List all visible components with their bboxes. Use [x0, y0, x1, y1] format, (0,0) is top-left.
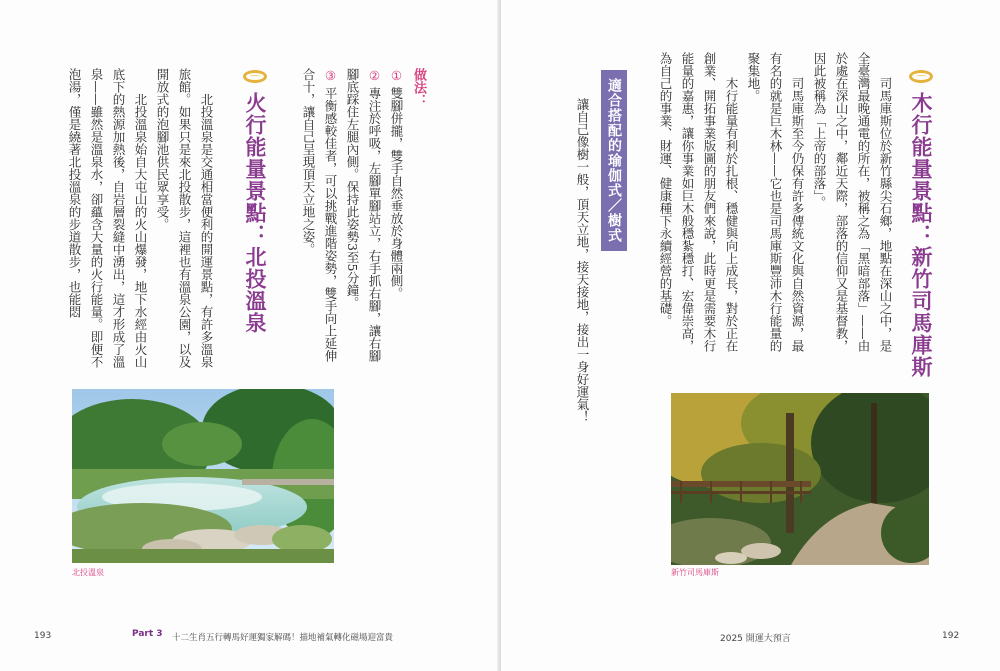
fire-section-body: [0, 68, 217, 368]
paragraph: 木行能量有利於扎根、穩健與向上成長，對於正在創業、開拓事業版圖的朋友們來說，此時更是需要木行能量的嘉惠，讓你事業如巨木般穩紮穩打、宏偉崇高，為自己的事業、財運、健康種下永續經營的基礎。: [658, 52, 739, 352]
wood-section-body: [658, 52, 896, 352]
step-1: ① 雙腳併攏，雙手自然垂放於身體兩側。: [389, 68, 404, 300]
method-title: 做法：: [411, 68, 426, 107]
step-2: ② 專注於呼吸，左腳單腳站立，右手抓右腳，讓右腳腳底踩住左腿內側。保持此姿勢3至5分鐘。: [345, 68, 382, 362]
smangus-caption: 新竹司馬庫斯: [671, 568, 719, 577]
smangus-photo: [671, 393, 929, 565]
yoga-text: 讓自己像樹一般，頂天立地，接天接地，接出一身好運氣！: [575, 98, 590, 423]
beitou-caption: 北投溫泉: [72, 568, 104, 577]
beitou-photo: [72, 389, 334, 563]
yoga-label: 適合搭配的瑜伽式／樹式: [601, 70, 627, 251]
left-page: [0, 0, 499, 671]
title-ring-icon: [909, 70, 933, 83]
title-ring-icon: [243, 70, 267, 83]
part-label: Part 3: [132, 629, 163, 639]
left-page-number: 193: [34, 631, 52, 641]
fire-section-title: 火行能量景點：北投溫泉: [243, 92, 267, 334]
right-page-number: 192: [942, 631, 960, 641]
hot-spring-image: [72, 389, 334, 563]
forest-trail-image: [671, 393, 929, 565]
paragraph: 北投溫泉是交通相當便利的開運景點，有許多溫泉旅館。如果只是來北投散步，這裡也有溫泉公園，以及開放式的泡腳池供民眾享受。: [155, 68, 214, 368]
paragraph: 北投溫泉始自大屯山的火山爆發，地下水經由火山底下的熱源加熱後，自岩層裂縫中湧出，這才形成了溫泉——雖然是溫泉水，卻蘊含大量的火行能量。即便不泡湯，僅是繞著北投溫泉的步道散步，也能悶: [67, 68, 148, 368]
paragraph: 司馬庫斯位於新竹縣尖石鄉，地點在深山之中，是全臺灣最晚通電的所在，被稱之為「黑暗部落」——由於處在深山之中，鄰近天際，部落的信仰又是基督教，因此被稱為「上帝的部落」。: [812, 52, 893, 352]
method-section: [297, 68, 429, 368]
right-page: [501, 0, 1000, 671]
step-3: ③ 平衡感較佳者，可以挑戰進階姿勢，雙手向上延伸合十，讓自己呈現頂天立地之姿。: [301, 68, 338, 362]
right-footer-title: 2025 開運大預言: [720, 634, 791, 644]
left-footer-title: 十二生肖五行轉馬好運獨家解碼！描地補氣轉化磁場迎富貴: [172, 633, 394, 643]
wood-section-title: 木行能量景點：新竹司馬庫斯: [909, 92, 933, 378]
paragraph: 司馬庫斯至今仍保有許多傳統文化與自然資源，最有名的就是巨木林——它也是司馬庫斯豐沛木行能量的聚集地。: [746, 52, 805, 352]
